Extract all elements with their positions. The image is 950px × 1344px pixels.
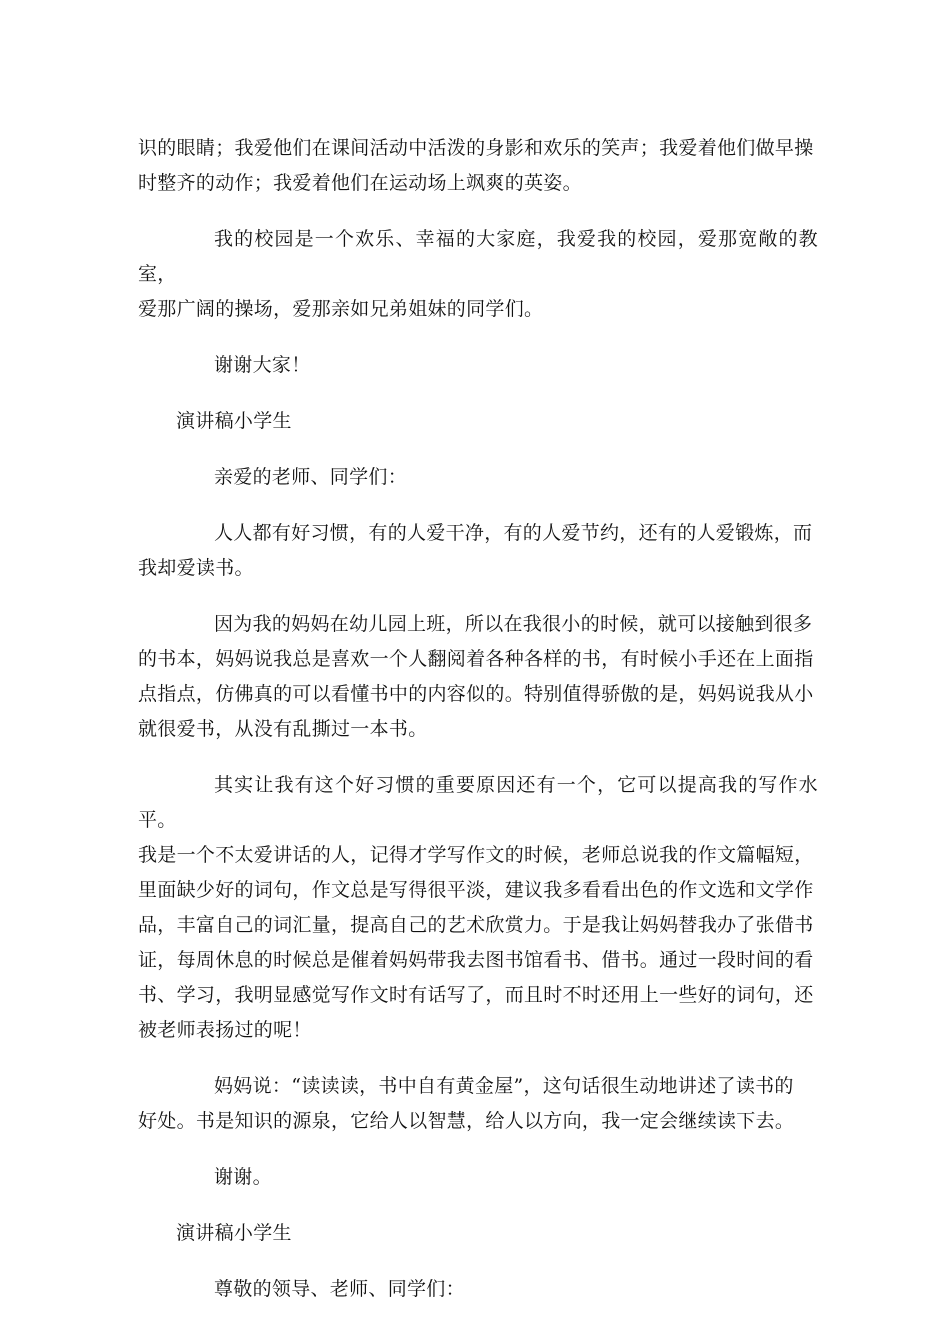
paragraph-greeting bbox=[138, 1272, 818, 1307]
text-line: 我的校园是一个欢乐、幸福的大家庭，我爱我的校园，爱那宽敞的教室， bbox=[138, 228, 818, 285]
text-line: 谢谢。 bbox=[214, 1166, 272, 1188]
text-line: 书、学习，我明显感觉写作文时有话写了，而且时不时还用上一些好的词句，还 bbox=[138, 984, 814, 1006]
paragraph-mother-quote bbox=[138, 1069, 818, 1139]
speech-title bbox=[138, 1216, 818, 1251]
text-line: 被老师表扬过的呢！ bbox=[138, 1019, 312, 1041]
text-line: 好处。书是知识的源泉，它给人以智慧，给人以方向，我一定会继续读下去。 bbox=[138, 1110, 795, 1132]
text-line: 其实让我有这个好习惯的重要原因还有一个，它可以提高我的写作水平。 bbox=[138, 774, 818, 831]
document-body bbox=[138, 131, 818, 1328]
text-line: 爱那广阔的操场，爱那亲如兄弟姐妹的同学们。 bbox=[138, 298, 544, 320]
text-line: 谢谢大家！ bbox=[214, 354, 311, 376]
paragraph-thanks bbox=[138, 1160, 818, 1195]
text-line: 就很爱书，从没有乱撕过一本书。 bbox=[138, 718, 428, 740]
text-line: 里面缺少好的词句，作文总是写得很平淡，建议我多看看出色的作文选和文学作 bbox=[138, 879, 814, 901]
text-line: 时整齐的动作；我爱着他们在运动场上飒爽的英姿。 bbox=[138, 172, 582, 194]
paragraph-thanks-all bbox=[138, 348, 818, 383]
text-line: 我却爱读书。 bbox=[138, 557, 254, 579]
paragraph-school-family bbox=[138, 222, 818, 327]
text-line: 证，每周休息的时候总是催着妈妈带我去图书馆看书、借书。通过一段时间的看 bbox=[138, 949, 814, 971]
text-line: 尊敬的领导、老师、同学们： bbox=[214, 1278, 465, 1300]
text-line: 识的眼睛；我爱他们在课间活动中活泼的身影和欢乐的笑声；我爱着他们做早操 bbox=[138, 137, 814, 159]
text-line: 演讲稿小学生 bbox=[176, 1222, 292, 1244]
paragraph-greeting bbox=[138, 460, 818, 495]
text-line: 点指点，仿佛真的可以看懂书中的内容似的。特别值得骄傲的是，妈妈说我从小 bbox=[138, 683, 814, 705]
text-line: 妈妈说：“读读读，书中自有黄金屋”，这句话很生动地讲述了读书的 bbox=[214, 1075, 794, 1097]
speech-title bbox=[138, 404, 818, 439]
text-line: 的书本，妈妈说我总是喜欢一个人翻阅着各种各样的书，有时候小手还在上面指 bbox=[138, 648, 814, 670]
text-line: 亲爱的老师、同学们： bbox=[214, 466, 408, 488]
paragraph-writing-improvement bbox=[138, 768, 818, 1048]
text-line: 我是一个不太爱讲话的人，记得才学写作文的时候，老师总说我的作文篇幅短， bbox=[138, 844, 814, 866]
paragraph-mother-kindergarten bbox=[138, 607, 818, 747]
text-line: 演讲稿小学生 bbox=[176, 410, 292, 432]
text-line: 品，丰富自己的词汇量，提高自己的艺术欣赏力。于是我让妈妈替我办了张借书 bbox=[138, 914, 814, 936]
paragraph-habits bbox=[138, 516, 818, 586]
text-line: 因为我的妈妈在幼儿园上班，所以在我很小的时候，就可以接触到很多 bbox=[214, 613, 813, 635]
paragraph-continuation bbox=[138, 131, 818, 201]
text-line: 人人都有好习惯，有的人爱干净，有的人爱节约，还有的人爱锻炼，而 bbox=[214, 522, 813, 544]
